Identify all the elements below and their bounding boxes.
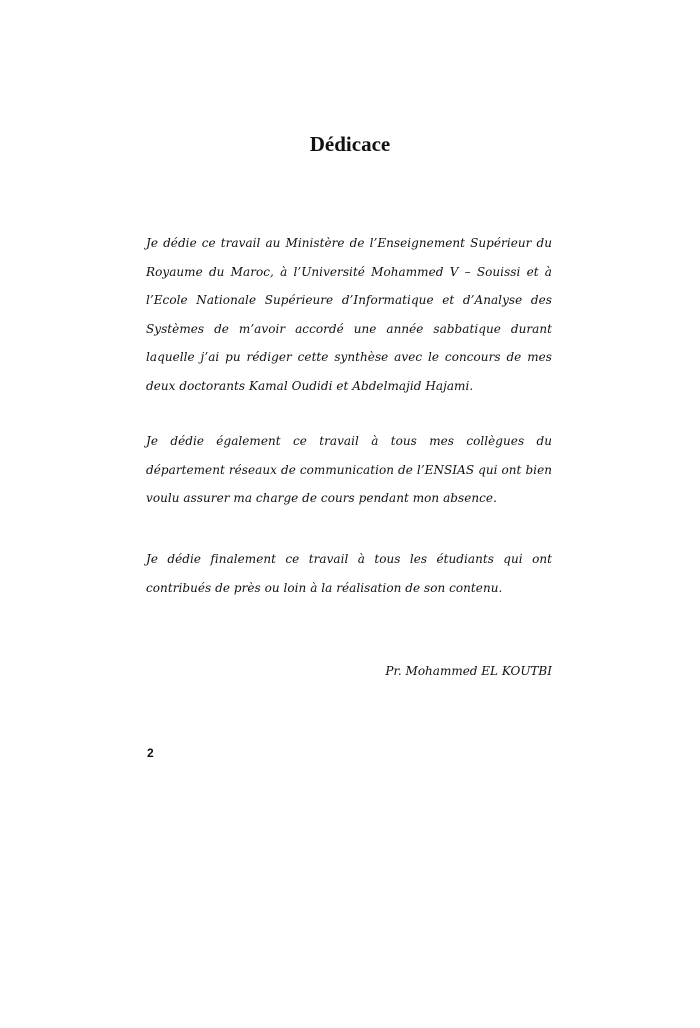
page-number: 2	[147, 746, 154, 760]
dedication-paragraph-3: Je dédie finalement ce travail à tous les étudiants qui ont contribués de près ou loin à la réalisation de son contenu.	[146, 552, 552, 595]
author-signature: Pr. Mohammed EL KOUTBI	[385, 664, 552, 678]
dedication-paragraph-1: Je dédie ce travail au Ministère de l’Enseignement Supérieur du Royaume du Maroc, à l’Université Mohammed V – Souissi et à l’Ecole Nationale Supérieure d’Informatique et d’Analyse des Systèmes de m’avoir accordé une année sabbatique durant laquelle j’ai pu rédiger cette synthèse avec le concours de mes deux doctorants Kamal Oudidi et Abdelmajid Hajami.	[146, 236, 552, 393]
dedication-paragraph-2: Je dédie également ce travail à tous mes collègues du département réseaux de communication de l’ENSIAS qui ont bien voulu assurer ma charge de cours pendant mon absence.	[146, 434, 552, 505]
page-title: Dédicace	[309, 132, 391, 156]
